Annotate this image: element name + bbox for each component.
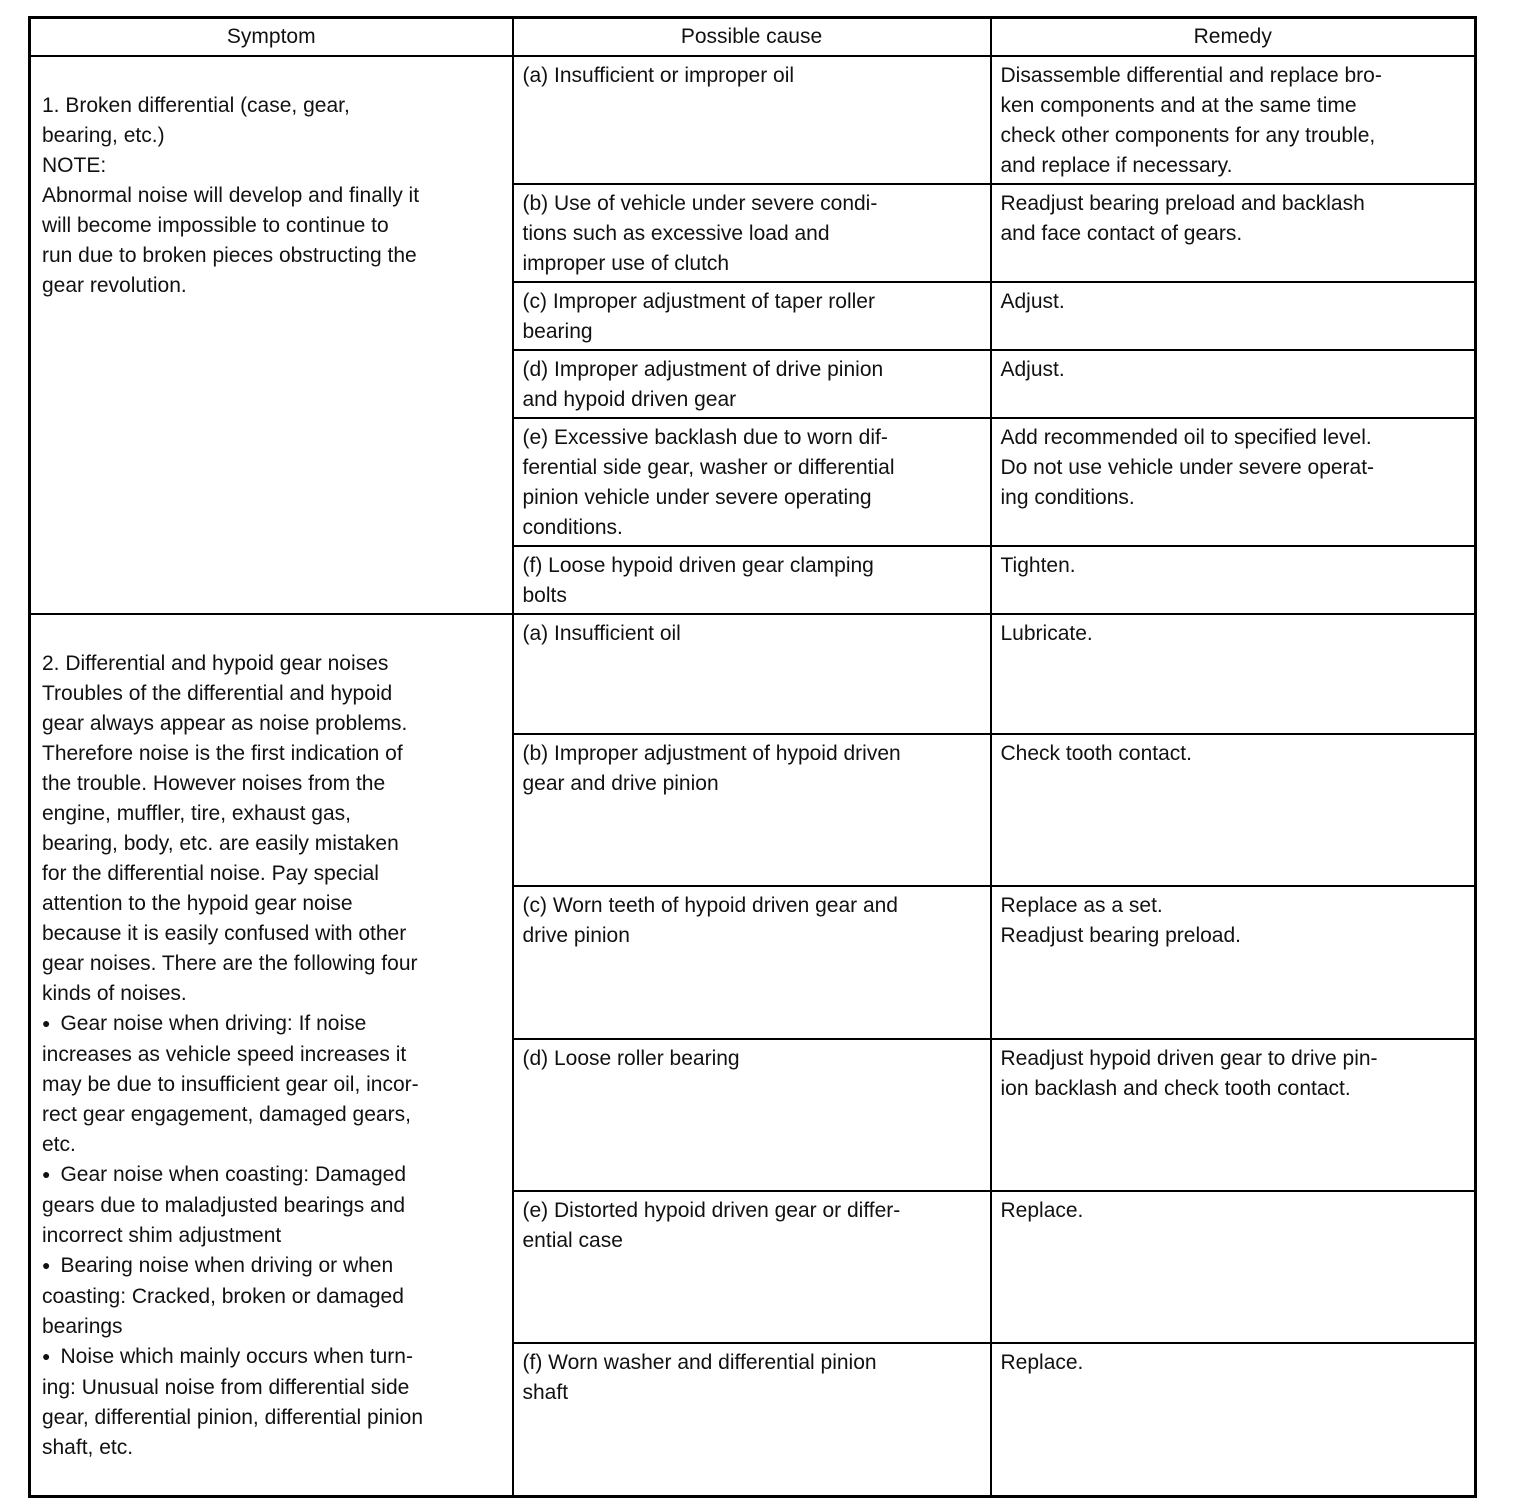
symptom-line: attention to the hypoid gear noise [42,892,353,915]
table-row [30,56,1476,184]
header-remedy: Remedy [991,18,1476,57]
symptom-line: will become impossible to continue to [42,214,389,237]
remedy-cell: Lubricate. [991,614,1476,734]
cause-cell: (b) Improper adjustment of hypoid driven gear and drive pinion [513,734,991,886]
cause-cell: (e) Excessive backlash due to worn dif- ferential side gear, washer or differential pinion vehicle under severe operating conditions. [513,418,991,546]
header-symptom: Symptom [30,18,513,57]
symptom-line: Abnormal noise will develop and finally it [42,184,420,207]
symptom-line: because it is easily confused with other [42,922,407,945]
troubleshooting-table [28,16,1477,1498]
remedy-cell: Adjust. [991,282,1476,350]
cause-cell: (a) Insufficient or improper oil [513,56,991,184]
header-row [30,18,1476,57]
symptom-line: engine, muffler, tire, exhaust gas, [42,802,351,825]
symptom-line: gear noises. There are the following four [42,952,418,975]
remedy-cell: Replace as a set. Readjust bearing preload. [991,886,1476,1039]
cause-cell: (f) Worn washer and differential pinion shaft [513,1343,991,1496]
symptom-line: run due to broken pieces obstructing the [42,244,417,267]
symptom-line: kinds of noises. [42,982,187,1005]
symptom-line: for the differential noise. Pay special [42,862,379,885]
remedy-cell: Adjust. [991,350,1476,418]
symptom-line: bearing, body, etc. are easily mistaken [42,832,399,855]
noise-type-bullet: ● Gear noise when coasting: Damaged gears due to maladjusted bearings and incorrect shim adjustment [42,1160,504,1251]
symptom-line: the trouble. However noises from the [42,772,386,795]
symptom-line: 1. Broken differential (case, gear, [42,94,350,117]
cause-cell: (e) Distorted hypoid driven gear or differ- ential case [513,1191,991,1343]
symptom-line: bearing, etc.) [42,124,165,147]
symptom-cell-1 [30,56,513,614]
noise-type-bullet: ● Gear noise when driving: If noise increases as vehicle speed increases it may be due to insufficient gear oil, incor- rect gear engagement, damaged gears, etc. [42,1009,504,1160]
cause-cell: (a) Insufficient oil [513,614,991,734]
cause-cell: (f) Loose hypoid driven gear clamping bolts [513,546,991,614]
symptom-line: 2. Differential and hypoid gear noises [42,652,389,675]
remedy-cell: Replace. [991,1343,1476,1496]
remedy-cell: Readjust bearing preload and backlash and face contact of gears. [991,184,1476,282]
symptom-line: Troubles of the differential and hypoid [42,682,393,705]
cause-cell: (b) Use of vehicle under severe condi- tions such as excessive load and improper use of clutch [513,184,991,282]
noise-type-bullet: ● Noise which mainly occurs when turn- ing: Unusual noise from differential side gear, differential pinion, differential pinion shaft, etc. [42,1342,504,1463]
table-row [30,614,1476,734]
remedy-cell: Disassemble differential and replace bro- ken components and at the same time check other components for any trouble, and replace if necessary. [991,56,1476,184]
symptom-cell-2 [30,614,513,1497]
cause-cell: (d) Improper adjustment of drive pinion and hypoid driven gear [513,350,991,418]
remedy-cell: Add recommended oil to specified level. Do not use vehicle under severe operat- ing conditions. [991,418,1476,546]
symptom-line: gear always appear as noise problems. [42,712,408,735]
cause-cell: (c) Improper adjustment of taper roller bearing [513,282,991,350]
symptom-note-label: NOTE: [42,154,107,177]
cause-cell: (c) Worn teeth of hypoid driven gear and drive pinion [513,886,991,1039]
remedy-cell: Tighten. [991,546,1476,614]
remedy-cell: Readjust hypoid driven gear to drive pin- ion backlash and check tooth contact. [991,1039,1476,1191]
header-possible-cause: Possible cause [513,18,991,57]
noise-type-bullet: ● Bearing noise when driving or when coasting: Cracked, broken or damaged bearings [42,1251,504,1342]
remedy-cell: Check tooth contact. [991,734,1476,886]
symptom-line: Therefore noise is the first indication of [42,742,403,765]
troubleshooting-table-container [28,16,1474,1498]
remedy-cell: Replace. [991,1191,1476,1343]
symptom-line: gear revolution. [42,274,187,297]
cause-cell: (d) Loose roller bearing [513,1039,991,1191]
